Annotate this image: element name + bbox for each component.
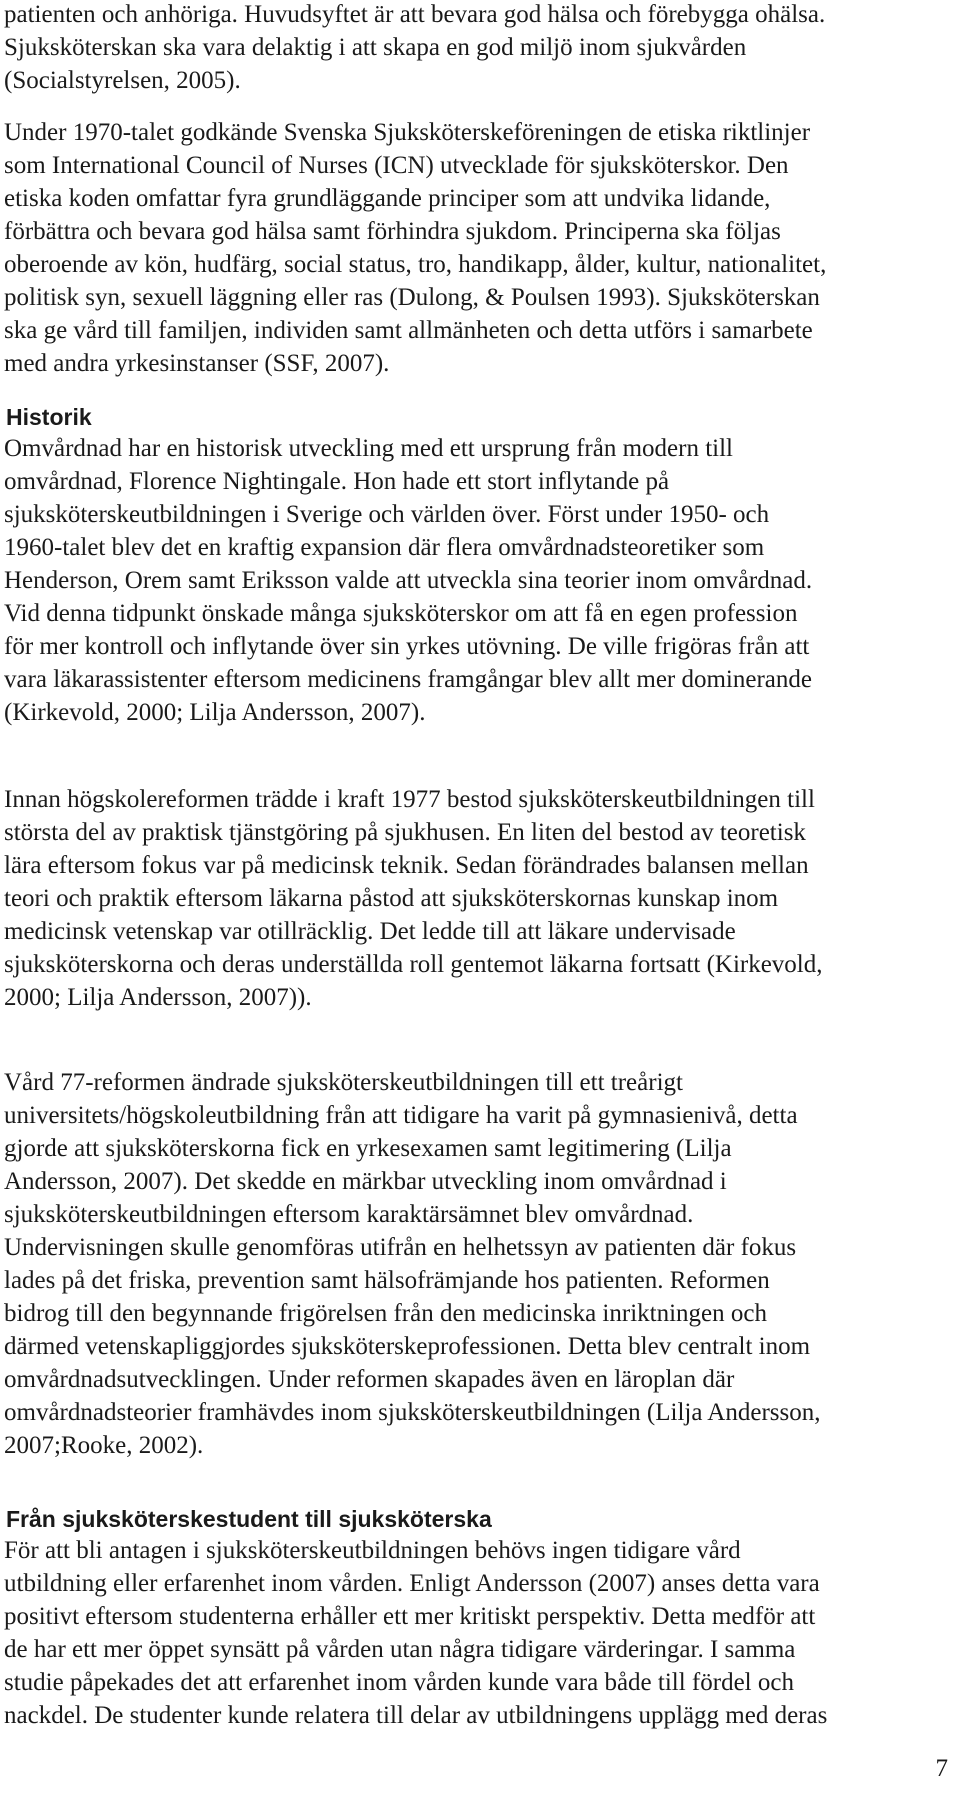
text-line: sjuksköterskeutbildningen i Sverige och världen över. Först under 1950- och	[4, 501, 770, 528]
text-line: medicinsk vetenskap var otillräcklig. Det ledde till att läkare undervisade	[4, 918, 736, 945]
text-line: bidrog till den begynnande frigörelsen från den medicinska inriktningen och	[4, 1300, 767, 1327]
text-line: etiska koden omfattar fyra grundläggande principer som att undvika lidande,	[4, 185, 771, 212]
text-line: Vid denna tidpunkt önskade många sjuksköterskor om att få en egen profession	[4, 600, 798, 627]
section-heading-historik: Historik	[6, 404, 92, 430]
text-line: med andra yrkesinstanser (SSF, 2007).	[4, 350, 390, 377]
text-line: Henderson, Orem samt Eriksson valde att utveckla sina teorier inom omvårdnad.	[4, 567, 813, 594]
text-line: Under 1970-talet godkände Svenska Sjuksköterskeföreningen de etiska riktlinjer	[4, 119, 811, 146]
text-line: 1960-talet blev det en kraftig expansion där flera omvårdnadsteoretiker som	[4, 534, 765, 561]
text-line: Undervisningen skulle genomföras utifrån en helhetssyn av patienten där fokus	[4, 1234, 797, 1261]
text-line: gjorde att sjuksköterskorna fick en yrkesexamen samt legitimering (Lilja	[4, 1135, 732, 1162]
text-line: för mer kontroll och inflytande över sin yrkes utövning. De ville frigöras från att	[4, 633, 810, 660]
text-line: största del av praktisk tjänstgöring på sjukhusen. En liten del bestod av teoretisk	[4, 819, 806, 846]
text-line: omvårdnad, Florence Nightingale. Hon hade ett stort inflytande på	[4, 468, 670, 495]
text-line: universitets/högskoleutbildning från att tidigare ha varit på gymnasienivå, detta	[4, 1102, 798, 1129]
text-line: omvårdnadsteorier framhävdes inom sjuksköterskeutbildningen (Lilja Andersson,	[4, 1399, 821, 1426]
text-line: därmed vetenskapliggjordes sjuksköterskeprofessionen. Detta blev centralt inom	[4, 1333, 811, 1360]
text-line: positivt eftersom studenterna erhåller ett mer kritiskt perspektiv. Detta medför att	[4, 1603, 816, 1630]
text-line: oberoende av kön, hudfärg, social status, tro, handikapp, ålder, kultur, nationalitet,	[4, 251, 827, 278]
text-line: politisk syn, sexuell läggning eller ras (Dulong, & Poulsen 1993). Sjuksköterskan	[4, 284, 820, 311]
page-number: 7	[935, 1755, 948, 1782]
section-heading-student-to-nurse: Från sjuksköterskestudent till sjuksköterska	[6, 1506, 492, 1532]
text-line: sjuksköterskorna och deras underställda roll gentemot läkarna fortsatt (Kirkevold,	[4, 951, 823, 978]
text-line: utbildning eller erfarenhet inom vården. Enligt Andersson (2007) anses detta vara	[4, 1570, 820, 1597]
text-line: teori och praktik eftersom läkarna påstod att sjuksköterskornas kunskap inom	[4, 885, 779, 912]
text-line: som International Council of Nurses (ICN) utvecklade för sjuksköterskor. Den	[4, 152, 789, 179]
text-line: patienten och anhöriga. Huvudsyftet är att bevara god hälsa och förebygga ohälsa.	[4, 1, 826, 28]
text-line: sjuksköterskeutbildningen eftersom karaktärsämnet blev omvårdnad.	[4, 1201, 694, 1228]
text-line: Vård 77-reformen ändrade sjuksköterskeutbildningen till ett treårigt	[4, 1069, 683, 1096]
text-line: vara läkarassistenter eftersom medicinens framgångar blev allt mer dominerande	[4, 666, 812, 693]
text-line: 2007;Rooke, 2002).	[4, 1432, 204, 1459]
text-line: studie påpekades det att erfarenhet inom vården kunde vara både till fördel och	[4, 1669, 794, 1696]
text-line: de har ett mer öppet synsätt på vården utan några tidigare värderingar. I samma	[4, 1636, 796, 1663]
text-line: 2000; Lilja Andersson, 2007)).	[4, 984, 312, 1011]
text-line: nackdel. De studenter kunde relatera till delar av utbildningens upplägg med deras	[4, 1702, 828, 1729]
text-line: Innan högskolereformen trädde i kraft 1977 bestod sjuksköterskeutbildningen till	[4, 786, 815, 813]
text-line: lära eftersom fokus var på medicinsk teknik. Sedan förändrades balansen mellan	[4, 852, 809, 879]
text-line: (Socialstyrelsen, 2005).	[4, 67, 241, 94]
text-line: För att bli antagen i sjuksköterskeutbildningen behövs ingen tidigare vård	[4, 1537, 741, 1564]
text-line: Omvårdnad har en historisk utveckling med ett ursprung från modern till	[4, 435, 733, 462]
text-line: lades på det friska, prevention samt hälsofrämjande hos patienten. Reformen	[4, 1267, 770, 1294]
text-line: Andersson, 2007). Det skedde en märkbar utveckling inom omvårdnad i	[4, 1168, 727, 1195]
text-line: ska ge vård till familjen, individen samt allmänheten och detta utförs i samarbete	[4, 317, 813, 344]
text-line: omvårdnadsutvecklingen. Under reformen skapades även en läroplan där	[4, 1366, 735, 1393]
text-line: förbättra och bevara god hälsa samt förhindra sjukdom. Principerna ska följas	[4, 218, 781, 245]
text-line: (Kirkevold, 2000; Lilja Andersson, 2007).	[4, 699, 426, 726]
text-line: Sjuksköterskan ska vara delaktig i att skapa en god miljö inom sjukvården	[4, 34, 747, 61]
